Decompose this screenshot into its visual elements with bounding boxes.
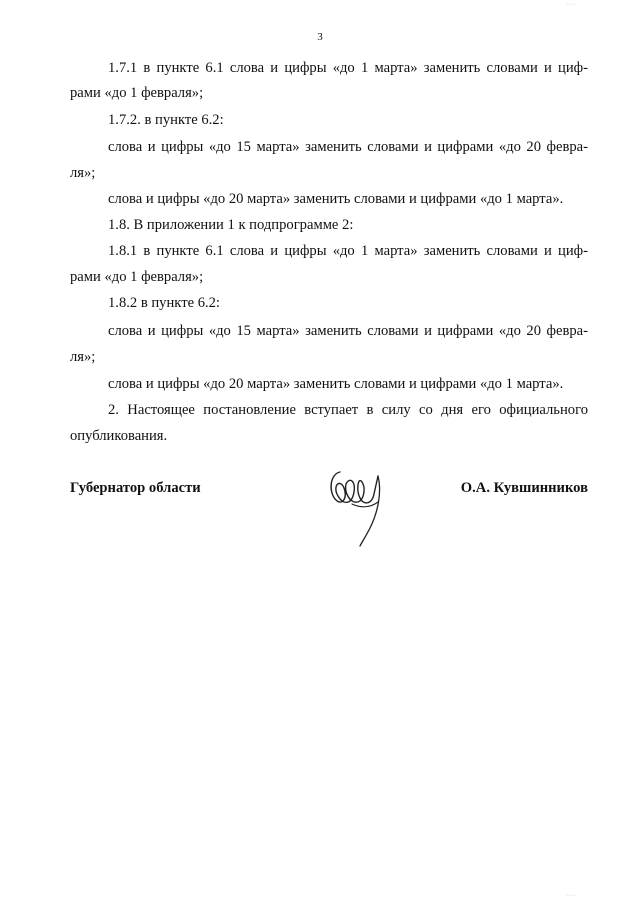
paragraph-8-line-2: ля»;: [70, 349, 96, 365]
paragraph-8-line-1: слова и цифры «до 15 марта» заменить словами и цифрами «до 20 февра-: [108, 323, 588, 339]
paragraph-7: 1.8.2 в пункте 6.2:: [108, 295, 220, 311]
paragraph-10-line-1: 2. Настоящее постановление вступает в силу со дня его официального: [108, 402, 588, 418]
paragraph-10-line-2: опубликования.: [70, 428, 168, 444]
paragraph-6-line-1: 1.8.1 в пункте 6.1 слова и цифры «до 1 марта» заменить словами и циф-: [108, 243, 588, 259]
paragraph-3-line-2: ля»;: [70, 165, 96, 181]
signatory-name: О.А. Кувшинников: [460, 480, 588, 496]
scan-artifact-top: ··· ·: [566, 2, 576, 8]
scan-artifact-bottom: ··· ·: [566, 893, 576, 899]
signatory-position: Губернатор области: [70, 480, 201, 496]
paragraph-3-line-1: слова и цифры «до 15 марта» заменить словами и цифрами «до 20 февра-: [108, 139, 588, 155]
paragraph-2: 1.7.2. в пункте 6.2:: [108, 112, 224, 128]
paragraph-4: слова и цифры «до 20 марта» заменить словами и цифрами «до 1 марта».: [108, 191, 564, 207]
paragraph-9: слова и цифры «до 20 марта» заменить словами и цифрами «до 1 марта».: [108, 376, 564, 392]
paragraph-1-line-1: 1.7.1 в пункте 6.1 слова и цифры «до 1 марта» заменить словами и циф-: [108, 60, 588, 76]
handwritten-signature: [322, 462, 402, 552]
page-number: 3: [317, 31, 323, 43]
paragraph-6-line-2: рами «до 1 февраля»;: [70, 269, 204, 285]
paragraph-5: 1.8. В приложении 1 к подпрограмме 2:: [108, 217, 354, 233]
paragraph-1-line-2: рами «до 1 февраля»;: [70, 85, 204, 101]
